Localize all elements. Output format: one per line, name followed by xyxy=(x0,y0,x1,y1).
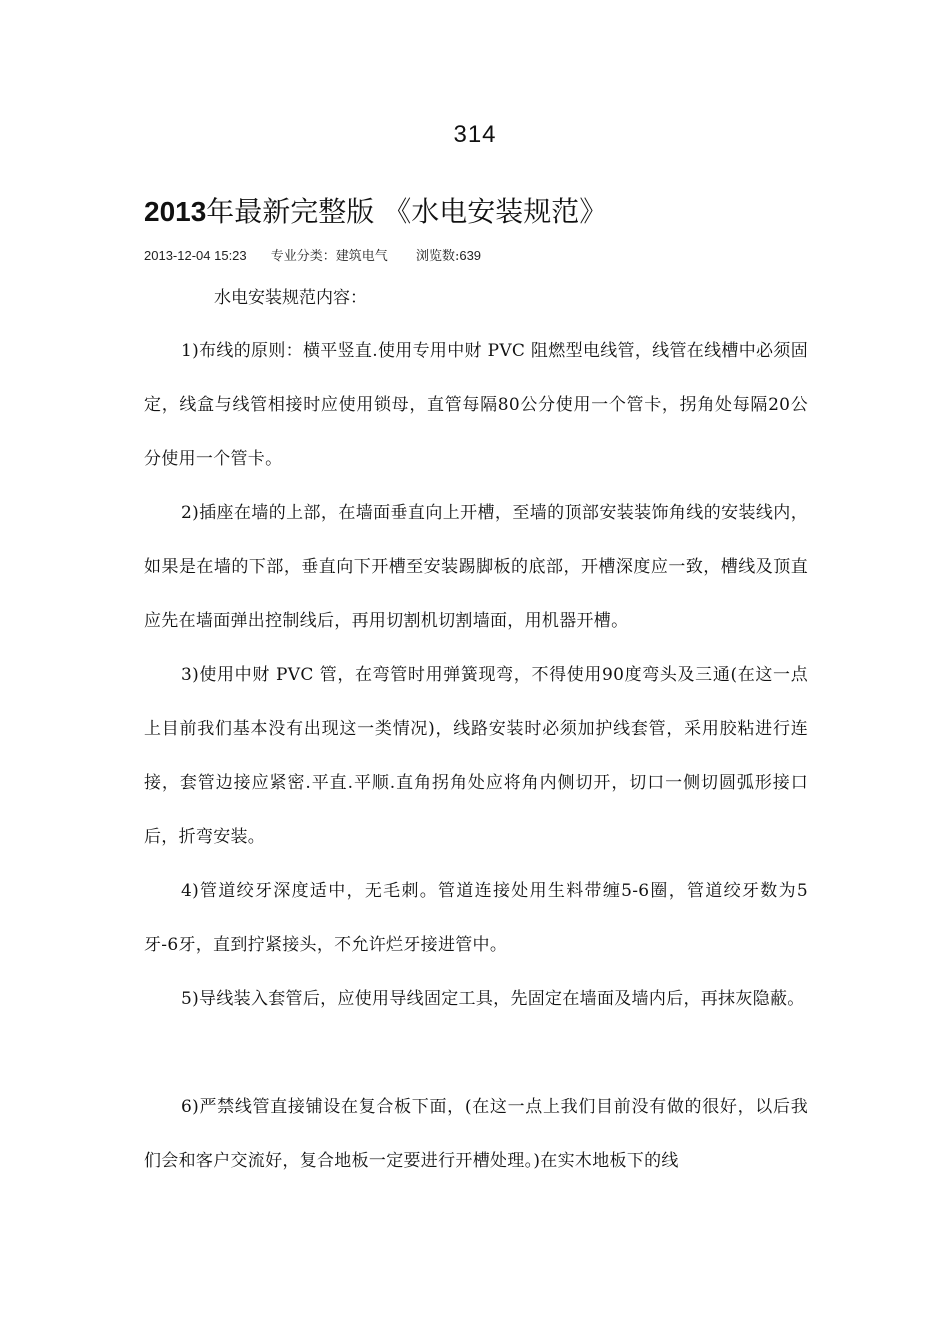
paragraph-5: 5)导线装入套管后，应使用导线固定工具，先固定在墙面及墙内后，再抹灰隐蔽。 xyxy=(181,989,805,1009)
paragraph-3: 3)使用中财 PVC 管，在弯管时用弹簧现弯，不得使用90度弯头及三通(在这一点上目前我们基本没有出现这一类情况)，线路安装时必须加护线套管，采用胶粘进行连接，套管边接应紧密.平直.平顺.直角拐角处应将角内侧切开，切口一侧切圆弧形接口后，折弯安装。 xyxy=(144,665,808,847)
document-title xyxy=(144,192,824,232)
post-datetime: 2013-12-04 15:23 xyxy=(144,248,247,263)
section-intro: 水电安装规范内容： xyxy=(214,288,367,308)
title-text: 年最新完整版 《水电安装规范》 xyxy=(206,194,608,228)
post-category: 专业分类：建筑电气 xyxy=(270,249,388,264)
page-number: 314 xyxy=(453,121,497,148)
views-label: 浏览数: xyxy=(415,249,460,264)
paragraph-1: 1)布线的原则：横平竖直.使用专用中财 PVC 阻燃型电线管，线管在线槽中必须固定，线盒与线管相接时应使用锁母，直管每隔80公分使用一个管卡，拐角处每隔20公分使用一个管卡。 xyxy=(144,341,808,469)
views-count: 639 xyxy=(459,248,482,263)
paragraph-6: 6)严禁线管直接铺设在复合板下面，(在这一点上我们目前没有做的很好，以后我们会和客户交流好，复合地板一定要进行开槽处理。)在实木地板下的线 xyxy=(144,1097,808,1171)
paragraph-2: 2)插座在墙的上部，在墙面垂直向上开槽，至墙的顶部安装装饰角线的安装线内，如果是在墙的下部，垂直向下开槽至安装踢脚板的底部，开槽深度应一致，槽线及顶直应先在墙面弹出控制线后，再用切割机切割墙面，用机器开槽。 xyxy=(144,503,808,631)
paragraph-4: 4)管道绞牙深度适中，无毛刺。管道连接处用生料带缠5-6圈，管道绞牙数为5牙-6牙，直到拧紧接头，不允许烂牙接进管中。 xyxy=(144,881,808,955)
article-meta xyxy=(144,246,481,267)
title-year: 2013 xyxy=(144,195,207,227)
